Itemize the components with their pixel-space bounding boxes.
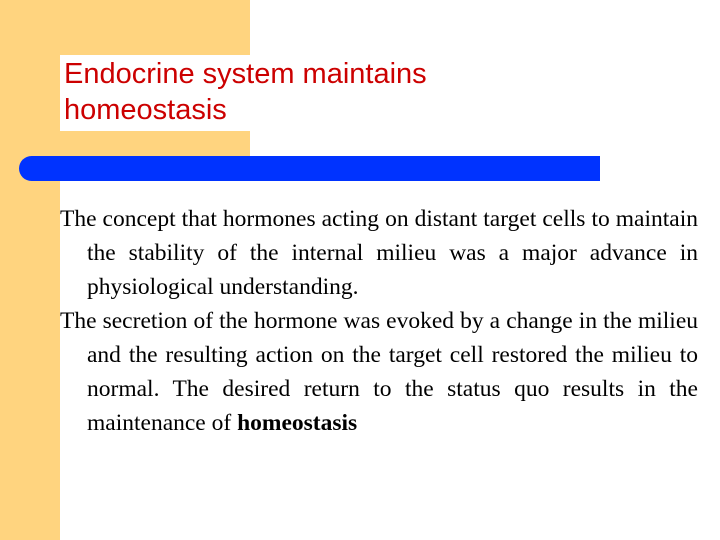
paragraph-hormone-concept: [60, 202, 698, 304]
slide-title: Endocrine system maintains homeostasis: [64, 58, 427, 126]
paragraph-text: The concept that hormones acting on distant target cells to maintain the stability of the internal milieu was a major advance in physiological understanding.: [60, 206, 698, 300]
paragraph-hormone-secretion: [60, 304, 698, 440]
paragraph-text: The secretion of the hormone was evoked by a change in the milieu and the resulting action on the target cell restored the milieu to normal. The desired return to the status quo results in the maintenance of: [60, 308, 698, 436]
emphasis-homeostasis: homeostasis: [237, 410, 358, 436]
slide-body: [60, 202, 698, 440]
title-divider-bar: [19, 156, 600, 181]
